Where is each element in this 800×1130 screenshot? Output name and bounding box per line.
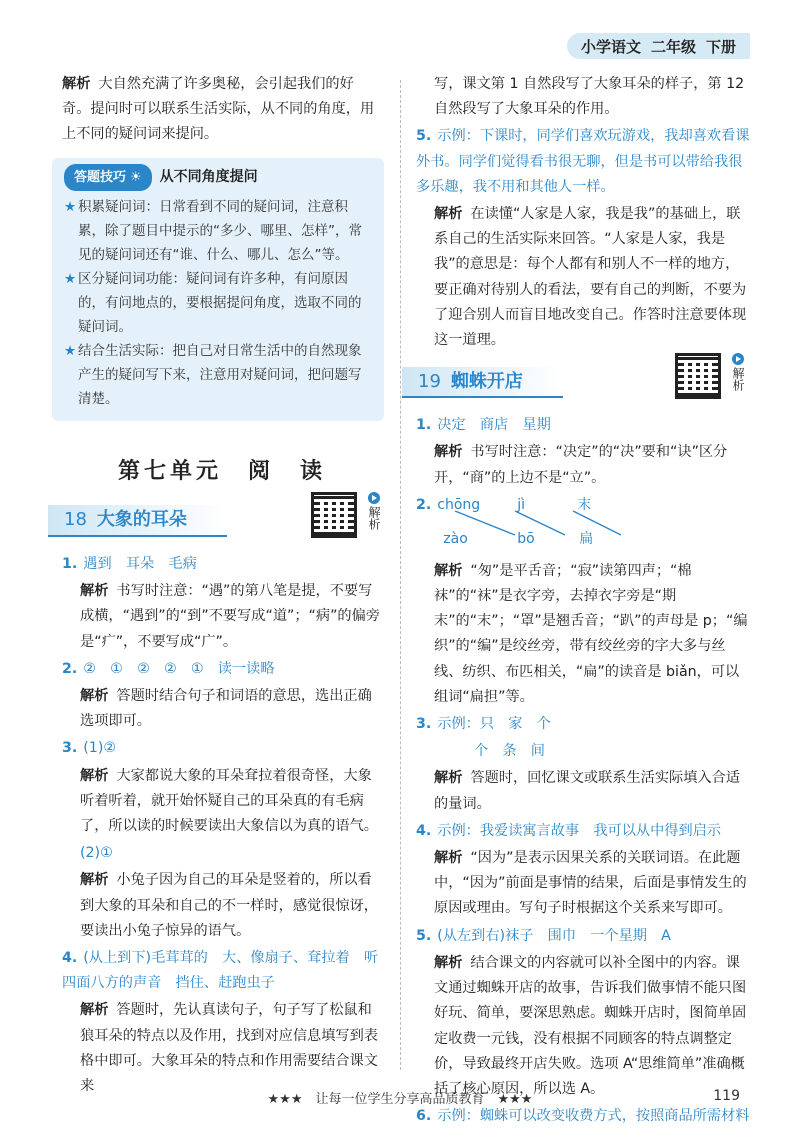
analysis: 解析 结合课文的内容就可以补全图中的内容。课文通过蜘蛛开店的故事，告诉我们做事情不能只图好玩、简单，要深思熟虑。蜘蛛开店时，图简单固定收费一元钱，没有根据不同顾客的特点调整定价，导致最终开店失败。选项 A“思维简单”准确概括了核心原因，所以选 A。: [434, 954, 747, 1097]
analysis: 解析 答题时结合句子和词语的意思，选出正确选项即可。: [80, 688, 372, 730]
analysis: 解析 答题时，先认真读句子，句子写了松鼠和狼耳朵的特点以及作用，找到对应信息填写到表格中即可。大象耳朵的特点和作用需要结合课文来: [80, 1002, 378, 1095]
left-column: [62, 72, 382, 1101]
tips-badge: 答题技巧 ☀: [64, 164, 152, 191]
match-bottom-item: zào: [443, 530, 468, 547]
play-icon: [732, 353, 744, 365]
answer-item: (2)①: [80, 845, 113, 862]
footer: [0, 1088, 800, 1108]
analysis-text: 大自然充满了许多奥秘，会引起我们的好奇。提问时可以联系生活实际，从不同的角度，用上不同的疑问词来提问。: [62, 76, 375, 143]
lesson-bar: [402, 367, 563, 398]
answer-item: 5. 示例：下课时，同学们喜欢玩游戏，我却喜欢看课外书。同学们觉得看书很无聊，但是书可以带给我很多乐趣，我不用和其他人一样。: [416, 128, 750, 195]
lesson-number: 18: [64, 509, 87, 531]
tips-box: [52, 158, 384, 421]
footer-slogan: ★★★ 让每一位学生分享高品质教育 ★★★: [267, 1092, 533, 1107]
lesson-bar: [48, 505, 227, 536]
match-bottom-item: bō: [517, 530, 535, 547]
answer-item: 5. (从左到右)袜子 围巾 一个星期 A: [416, 927, 671, 944]
answer-item: 3. (1)②: [62, 740, 117, 757]
right-column: [416, 72, 752, 1130]
tip-item: ★ 区分疑问词功能：疑问词有许多种，有问原因的，有问地点的，要根据提问角度，选取不同的疑问词。: [64, 267, 372, 339]
analysis: 解析 在读懂“人家是人家，我是我”的基础上，联系自己的生活实际来回答。“人家是人家，我是我”的意思是：每个人都有和别人不一样的地方，要正确对待别人的看法，要有自己的判断，不要为了迎合别人而盲目地改变自己。作答时注意要体现这一道理。: [434, 206, 747, 349]
analysis: 解析 书写时注意：“遇”的第八笔是提，不要写成横，“遇到”的“到”不要写成“道”；“病”的偏旁是“疒”，不要写成“广”。: [80, 583, 380, 650]
analysis: 解析 书写时注意：“决定”的“决”要和“诀”区分开，“商”的上边不是“立”。: [434, 444, 728, 486]
analysis: 解析 “因为”是表示因果关系的关联词语。在此题中，“因为”前面是事情的结果，后面是事情发生的原因或理由。写句子时根据这个关系来写即可。: [434, 850, 747, 917]
qr-code-icon: [675, 353, 721, 399]
header-volume: 下册: [705, 37, 736, 56]
header-grade: 二年级: [650, 37, 696, 56]
analysis: 解析 小兔子因为自己的耳朵是竖着的，所以看到大象的耳朵和自己的不一样时，感觉很惊讶，要读出小兔子惊异的语气。: [80, 872, 378, 939]
answer-item: 2. ② ① ② ② ① 读一读略: [62, 660, 275, 677]
answer-item: 3. 示例：只 家 个: [416, 716, 551, 733]
match-bottom-item: 扁: [579, 530, 594, 547]
star-icon: ★: [64, 198, 77, 215]
analysis-label: 解析: [62, 76, 91, 92]
match-top-item: chōng: [437, 496, 481, 513]
star-icon: ★: [64, 270, 77, 287]
column-divider: [400, 80, 401, 1070]
lesson-name: 蜘蛛开店: [450, 370, 523, 392]
lesson-header-18: [48, 502, 382, 540]
qr-label: 解析: [731, 367, 745, 392]
unit-title: 第七单元 阅 读: [117, 458, 326, 484]
tip-item: ★ 结合生活实际：把自己对日常生活中的自然现象产生的疑问写下来，注意用对疑问词，把问题写清楚。: [64, 339, 372, 411]
analysis: 解析 大家都说大象的耳朵耷拉着很奇怪，大象听着听着，就开始怀疑自己的耳朵真的有毛病了，所以读的时候要读出大象信以为真的语气。: [80, 767, 378, 835]
intro-analysis: [62, 72, 382, 148]
answer-item: 4. (从上到下)毛茸茸的 大、像扇子、耷拉着 听四面八方的声音 挡住、赶跑虫子: [62, 950, 379, 992]
lesson-number: 19: [418, 370, 441, 392]
answer-item: 2. chōng jì 末 zào bō 扁: [416, 493, 752, 557]
star-icon: ★: [64, 342, 77, 359]
qr-code-icon: [311, 492, 357, 538]
bulb-icon: ☀: [130, 169, 142, 185]
answer-item: 1. 决定 商店 星期: [416, 417, 551, 434]
answer-item: 1. 遇到 耳朵 毛病: [62, 556, 197, 573]
qr-label: 解析: [367, 506, 381, 531]
answer-item: 个 条 间: [474, 743, 545, 760]
page-number: 119: [713, 1088, 740, 1104]
play-icon: [368, 492, 380, 504]
answer-item: 6. 示例：蜘蛛可以改变收费方式，按照商品所需材料: [416, 1108, 750, 1125]
match-top-item: jì: [517, 496, 526, 513]
answer-item: 4. 示例：我爱读寓言故事 我可以从中得到启示: [416, 822, 722, 839]
qr-code[interactable]: [311, 492, 388, 538]
lesson-name: 大象的耳朵: [96, 509, 187, 531]
lesson-header-19: [402, 363, 752, 401]
analysis: 解析 “匆”是平舌音；“寂”读第四声；“棉袜”的“袜”是衣字旁，去掉衣字旁是“期末”的“末”；“罩”是翘舌音；“趴”的声母是 p；“编织”的“编”是绞丝旁，带有绞丝旁的字大多与丝线、纺织、布匹相关，“扁”的读音是 biǎn，可以组词“扁担”等。: [434, 562, 748, 705]
match-top-item: 末: [577, 496, 592, 513]
header-subject: 小学语文: [580, 37, 641, 56]
tip-item: ★ 积累疑问词：日常看到不同的疑问词，注意积累，除了题目中提示的“多少、哪里、怎样”，常见的疑问词还有“谁、什么、哪儿、怎么”等。: [64, 195, 372, 267]
analysis-continued: 写，课文第 1 自然段写了大象耳朵的样子，第 12 自然段写了大象耳朵的作用。: [434, 76, 745, 118]
tips-title: 从不同角度提问: [159, 168, 258, 185]
matching-diagram: [437, 495, 637, 551]
header-badge: [567, 33, 750, 59]
tips-header: [64, 164, 372, 191]
analysis: 解析 答题时，回忆课文或联系生活实际填入合适的量词。: [434, 770, 740, 812]
qr-code[interactable]: [675, 353, 752, 399]
